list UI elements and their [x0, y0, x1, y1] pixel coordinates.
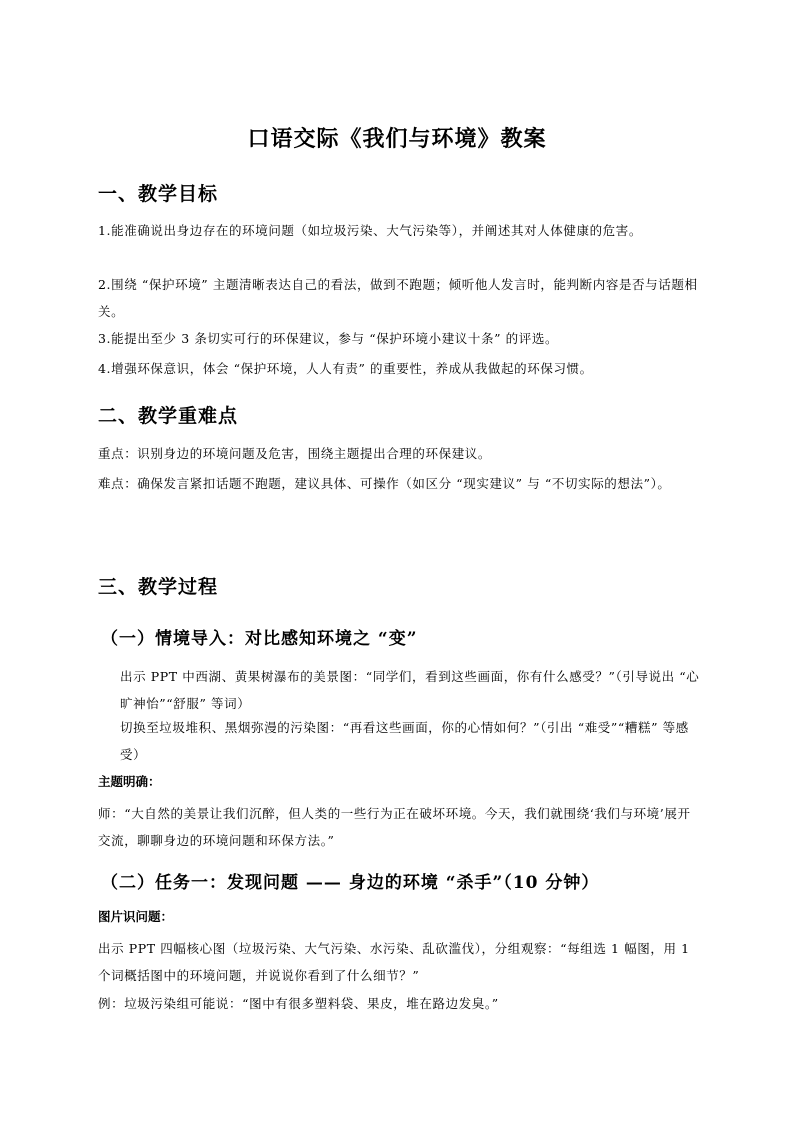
intro-paragraph-1: 出示 PPT 中西湖、黄果树瀑布的美景图：“同学们，看到这些画面，你有什么感受？”（引导说出 “心旷神怡”“舒服” 等词） — [120, 669, 700, 711]
section-heading-objectives: 一、教学目标 — [98, 183, 219, 205]
task-one-example: 例：垃圾污染组可能说：“图中有很多塑料袋、果皮，堆在路边发臭。” — [98, 996, 499, 1011]
teacher-statement: 师：“大自然的美景让我们沉醉，但人类的一些行为正在破坏环境。今天，我们就围绕‘我们与环境’展开交流，聊聊身边的环境问题和环保方法。” — [98, 806, 691, 848]
objective-item-4: 4.增强环保意识，体会 “保护环境，人人有责” 的重要性，养成从我做起的环保习惯。 — [98, 361, 593, 376]
image-recognition-label: 图片识问题： — [98, 909, 174, 924]
section-heading-key-points: 二、教学重难点 — [98, 405, 239, 427]
section-heading-process: 三、教学过程 — [98, 576, 219, 598]
theme-label: 主题明确： — [98, 774, 161, 789]
task-one-paragraph-1: 出示 PPT 四幅核心图（垃圾污染、大气污染、水污染、乱砍滥伐），分组观察：“每组选 1 幅图，用 1 个词概括图中的环境问题，并说说你看到了什么细节？” — [98, 941, 690, 983]
intro-paragraph-2: 切换至垃圾堆积、黑烟弥漫的污染图：“再看这些画面，你的心情如何？”（引出 “难受”“糟糕” 等感受） — [120, 720, 689, 762]
difficulty-text: 难点：确保发言紧扣话题不跑题，建议具体、可操作（如区分 “现实建议” 与 “不切实际的想法”）。 — [98, 476, 671, 491]
subsection-heading-task-one: （二）任务一：发现问题 —— 身边的环境 “杀手”（10 分钟） — [101, 873, 600, 893]
key-point-text: 重点：识别身边的环境问题及危害，围绕主题提出合理的环保建议。 — [98, 446, 492, 461]
objective-item-2: 2.围绕 “保护环境” 主题清晰表达自己的看法，做到不跑题；倾听他人发言时，能判断内容是否与话题相关。 — [98, 277, 698, 319]
page-title: 口语交际《我们与环境》教案 — [247, 126, 547, 152]
objective-item-3: 3.能提出至少 3 条切实可行的环保建议，参与 “保护环境小建议十条” 的评选。 — [98, 331, 559, 346]
subsection-heading-intro: （一）情境导入：对比感知环境之 “变” — [101, 629, 418, 649]
objective-item-1: 1.能准确说出身边存在的环境问题（如垃圾污染、大气污染等），并阐述其对人体健康的危害。 — [98, 223, 642, 238]
